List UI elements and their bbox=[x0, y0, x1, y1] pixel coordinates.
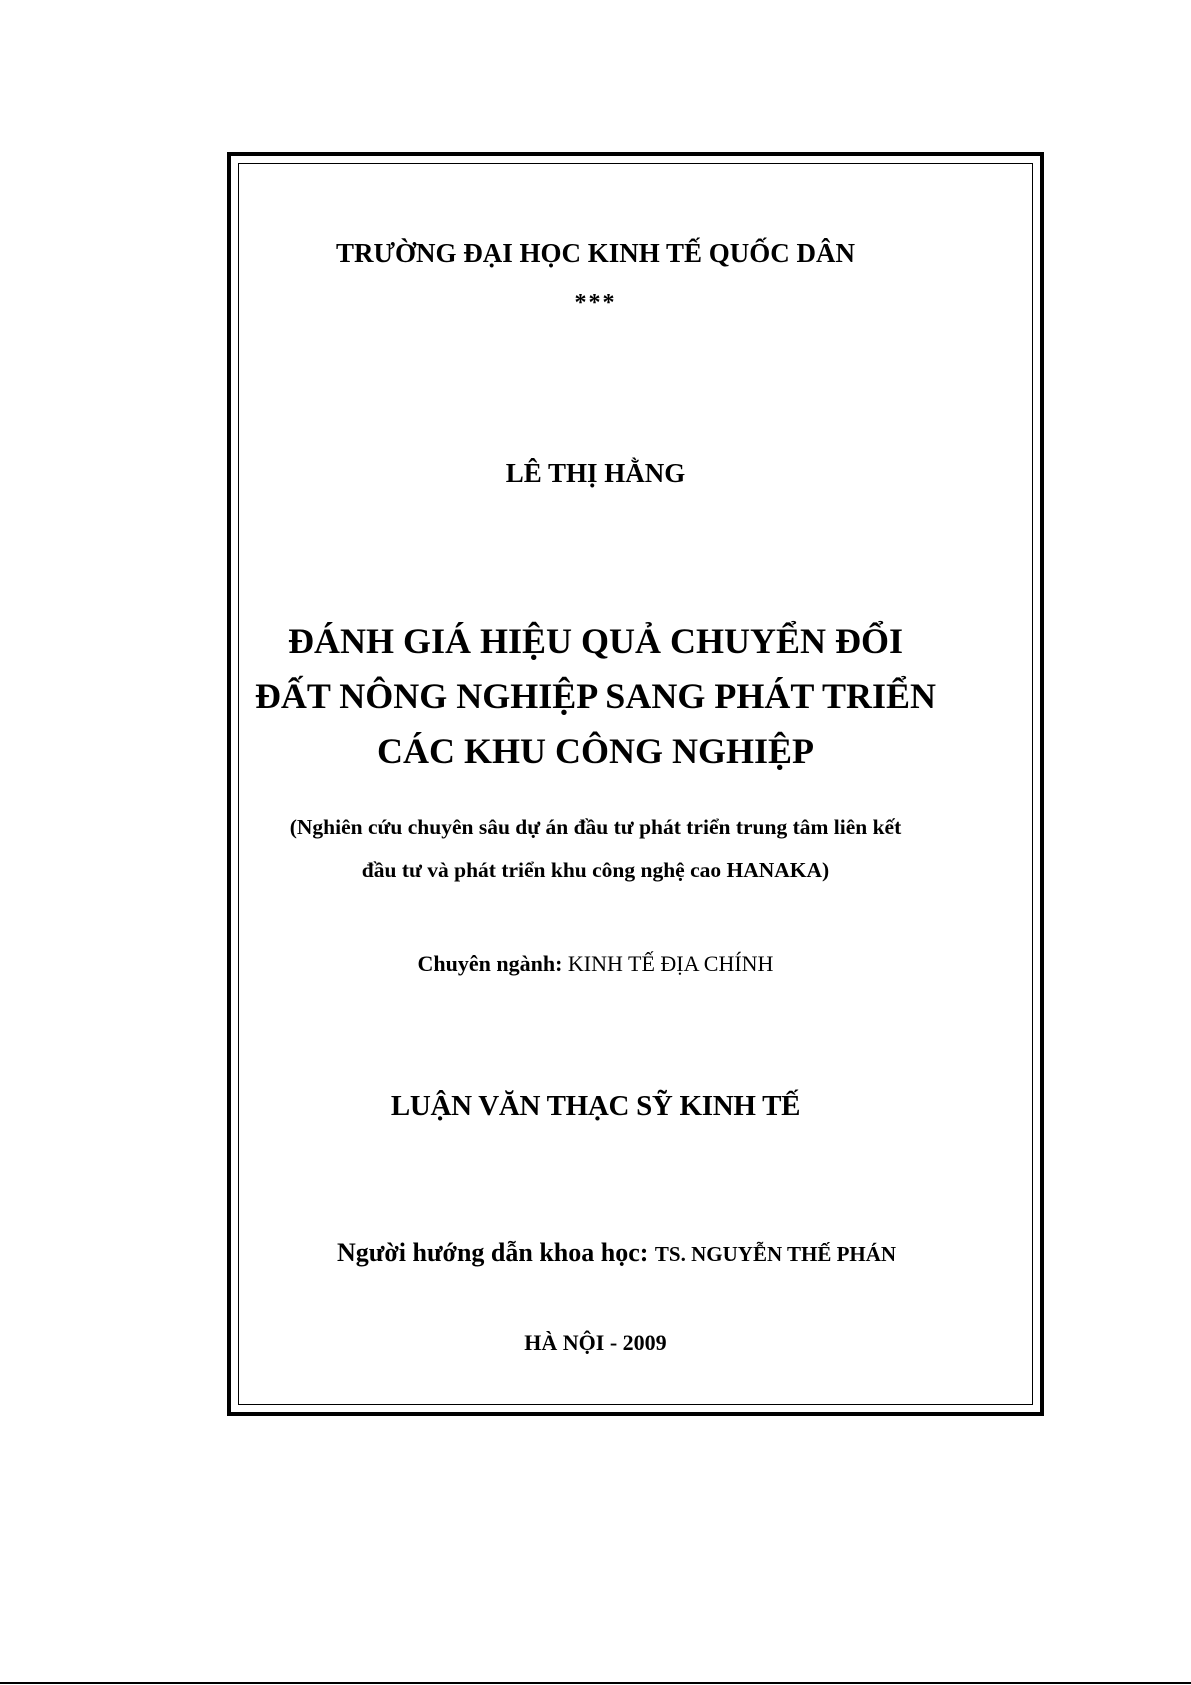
place-and-year: HÀ NỘI - 2009 bbox=[524, 1330, 667, 1355]
advisor-value: TS. NGUYỄN THẾ PHÁN bbox=[654, 1242, 897, 1266]
thesis-title-line-2: ĐẤT NÔNG NGHIỆP SANG PHÁT TRIỂN bbox=[254, 676, 937, 716]
advisor-label: Người hướng dẫn khoa học: bbox=[337, 1238, 649, 1267]
thesis-subtitle-line-2: đầu tư và phát triển khu công nghệ cao HANAKA) bbox=[361, 858, 830, 882]
specialty-value: KINH TẾ ĐỊA CHÍNH bbox=[567, 951, 774, 976]
scan-edge-line bbox=[0, 1682, 1191, 1684]
degree-title: LUẬN VĂN THẠC SỸ KINH TẾ bbox=[390, 1090, 801, 1122]
specialty-label: Chuyên ngành: bbox=[417, 951, 563, 976]
page-border-outer bbox=[227, 152, 1044, 1416]
university-name: TRƯỜNG ĐẠI HỌC KINH TẾ QUỐC DÂN bbox=[335, 238, 856, 268]
thesis-title-line-3: CÁC KHU CÔNG NGHIỆP bbox=[376, 731, 814, 771]
thesis-title-line-1: ĐÁNH GIÁ HIỆU QUẢ CHUYỂN ĐỔI bbox=[287, 621, 904, 661]
page-border-inner bbox=[238, 163, 1033, 1405]
advisor bbox=[337, 1238, 896, 1268]
specialty bbox=[0, 951, 1191, 977]
thesis-subtitle-line-1: (Nghiên cứu chuyên sâu dự án đầu tư phát triển trung tâm liên kết bbox=[289, 815, 902, 839]
author-name: LÊ THỊ HẰNG bbox=[505, 458, 686, 488]
separator-stars: *** bbox=[574, 290, 617, 316]
